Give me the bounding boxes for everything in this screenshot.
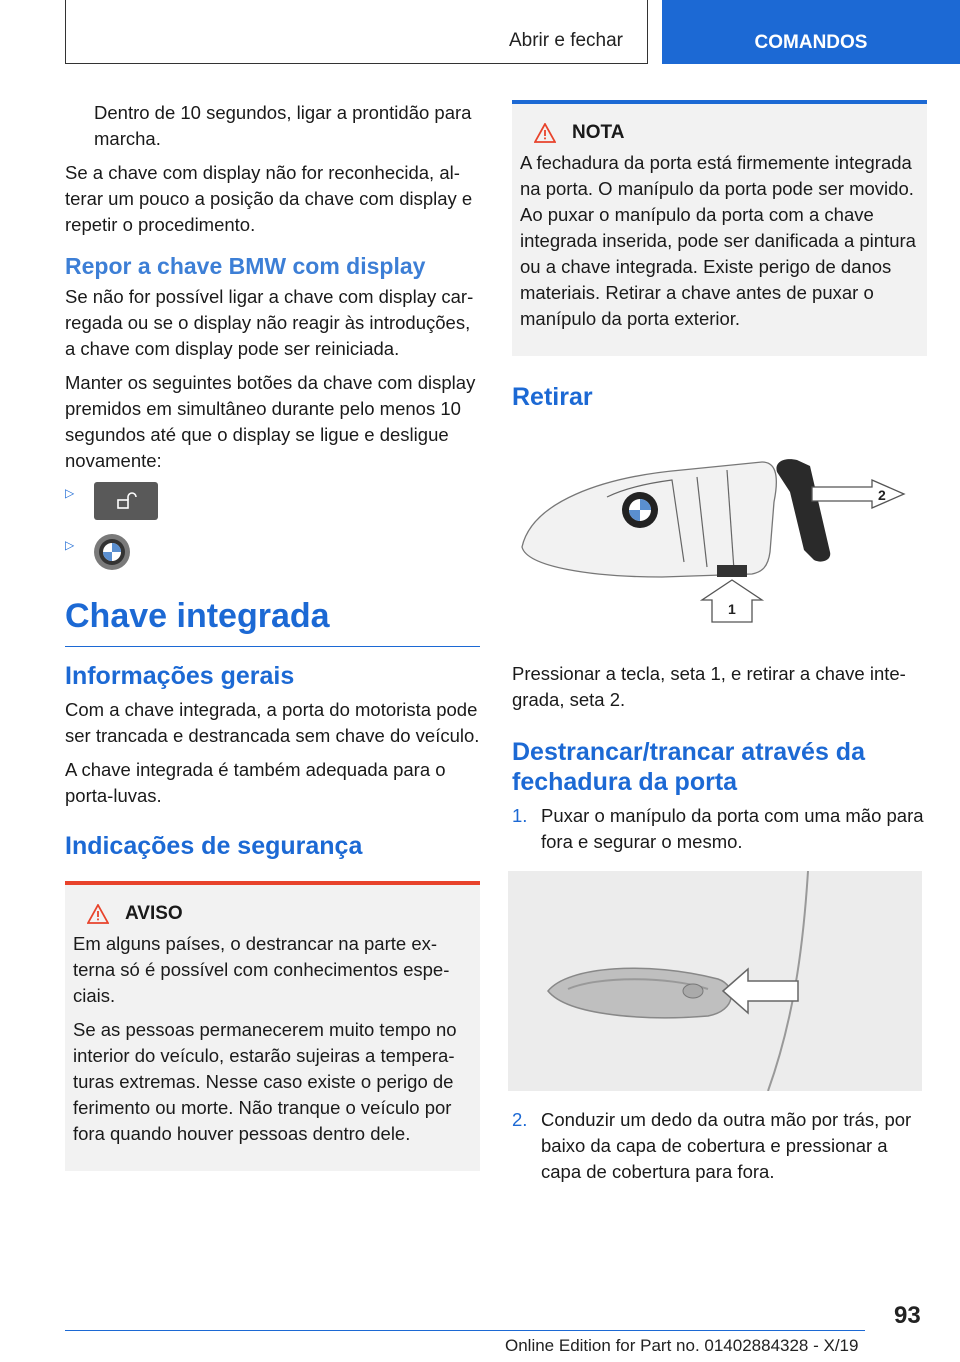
step-number: 1. [512,805,528,826]
warning-paragraph: Se as pessoas permanecerem muito tempo no interior do veículo, estarão sujeiras a temperaturas extremas. Nesse caso existe o perigo de ferimento ou morte. Não tranque o veículo por fora quando houver pessoas dentro dele. [73,1019,457,1144]
list-item [65,482,480,520]
footer-rule [65,1330,865,1331]
warning-triangle-icon [534,123,556,143]
heading-reset-key: Repor a chave BMW com display [65,253,426,279]
door-handle-figure [508,871,922,1091]
heading-general-info: Informações gerais [65,662,295,690]
paragraph: Com a chave integrada, a porta do motorista pode ser trancada e destrancada sem chave do veículo. [65,699,480,746]
bullet-marker: ▷ [65,538,75,552]
key-removal-figure [512,442,927,637]
header-chapter-tab: COMANDOS [662,0,960,64]
arrow-label: 2 [878,487,886,503]
header-section-title: Abrir e fechar [508,30,623,51]
left-column [65,100,480,1171]
paragraph: Manter os seguintes botões da chave com display premidos em simultâneo durante pelo menos 10 segundos até que o display se ligue e desligue novamente: [65,372,476,471]
header-section-box [65,0,648,64]
heading-safety: Indicações de segurança [65,832,363,860]
steps-list-2 [512,1107,927,1185]
bullet-marker: ▷ [65,486,75,500]
warning-paragraph: Em alguns países, o destrancar na parte externa só é possível com conhecimentos especiais. [73,933,450,1006]
list-item [65,534,480,570]
arrow-label: 1 [728,601,736,617]
paragraph: Pressionar a tecla, seta 1, e retirar a chave integrada, seta 2. [512,663,906,710]
heading-rule [65,646,480,647]
list-item [512,1107,927,1185]
step-text: Conduzir um dedo da outra mão por trás, por baixo da capa de cobertura e pressionar a capa de cobertura para fora. [541,1109,912,1182]
note-box [512,100,927,356]
warning-title [87,903,472,925]
warning-box [65,881,480,1171]
steps-list-1 [512,803,927,855]
footer-edition: Online Edition for Part no. 01402884328 - X/19 [505,1336,859,1355]
note-title [534,122,919,144]
page-number: 93 [894,1302,921,1329]
note-title-text: NOTA [572,122,625,143]
unlock-button-icon [94,482,158,520]
step-number: 2. [512,1109,528,1130]
paragraph: Se a chave com display não for reconhecida, alterar um pouco a posição da chave com display e repetir o procedimento. [65,162,473,235]
note-paragraph: A fechadura da porta está firmemente integrada na porta. O manípulo da porta pode ser movido. Ao puxar o manípulo da porta com a chave integrada inserida, pode ser danificada a pintura ou a chave integrada. Existe perigo de danos materiais. Retirar a chave antes de puxar o manípulo da porta exterior. [520,152,916,329]
right-column [512,100,927,1193]
bmw-logo-button-icon [94,534,130,570]
step-text: Puxar o manípulo da porta com uma mão para fora e segurar o mesmo. [541,805,924,852]
heading-door-lock: Destrancar/trancar através da fechadura da porta [512,738,865,796]
warning-triangle-icon [87,904,109,924]
heading-remove: Retirar [512,383,593,411]
heading-integrated-key: Chave integrada [65,597,330,635]
paragraph: Se não for possível ligar a chave com display carregada ou se o display não reagir às introduções, a chave com display pode ser reiniciada. [65,286,474,359]
warning-title-text: AVISO [125,903,183,924]
list-item [512,803,927,855]
paragraph: A chave integrada é também adequada para o porta-luvas. [65,759,446,806]
paragraph: Dentro de 10 segundos, ligar a prontidão para marcha. [94,102,472,149]
